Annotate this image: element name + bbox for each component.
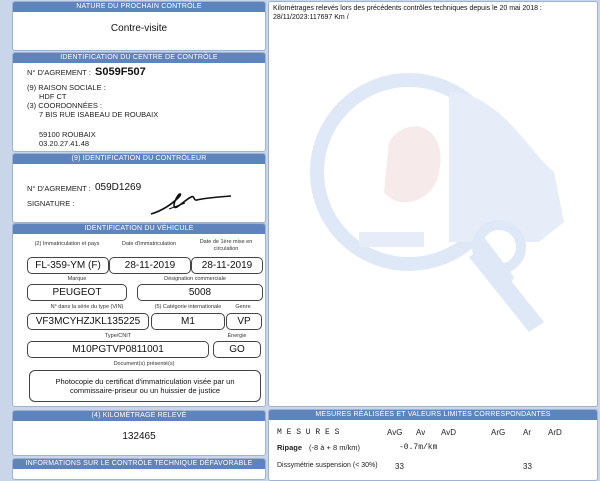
phone: 03.20.27.41.48 bbox=[39, 139, 90, 148]
documents-box bbox=[29, 370, 261, 402]
controleur-header: (9) IDENTIFICATION DU CONTRÔLEUR bbox=[13, 154, 265, 164]
date-circ-value: 28-11-2019 bbox=[191, 257, 263, 274]
signature-label: SIGNATURE : bbox=[27, 199, 75, 208]
vin-label: N° dans la série du type (VIN) bbox=[50, 304, 124, 310]
ripage-label: Ripage bbox=[277, 443, 303, 452]
type-value: M10PGTVP0811001 bbox=[27, 341, 209, 358]
km-history-line2: 28/11/2023:117697 Km / bbox=[273, 14, 349, 21]
marque-label: Marque bbox=[67, 276, 87, 282]
kilometrage-value: 132465 bbox=[122, 431, 156, 442]
genre-label: Genre bbox=[235, 304, 251, 310]
ripage-value: -0.7m/km bbox=[399, 443, 438, 452]
col-avg: AvG bbox=[387, 428, 403, 437]
coordonnees-label: (3) COORDONNÉES : bbox=[27, 101, 103, 110]
ripage-limits: (-8 à + 8 m/km) bbox=[309, 443, 361, 452]
row2-label: Dissymétrie suspension (< 30%) bbox=[277, 462, 378, 469]
categorie-value: M1 bbox=[151, 313, 225, 330]
genre-value: VP bbox=[226, 313, 262, 330]
col-ar: Ar bbox=[523, 428, 531, 437]
prochain-controle-value: Contre-visite bbox=[110, 23, 168, 34]
col-avd: AvD bbox=[441, 428, 456, 437]
categorie-label: (5) Catégorie internationale bbox=[154, 304, 222, 310]
row2-v1: 33 bbox=[395, 462, 404, 471]
documents-label: Document(s) présenté(s) bbox=[113, 361, 175, 367]
controleur-panel bbox=[12, 153, 266, 223]
immat-label: (2) Immatriculation et pays bbox=[34, 241, 100, 247]
row2-v2: 33 bbox=[523, 462, 532, 471]
prochain-controle-header: NATURE DU PROCHAIN CONTRÔLE bbox=[13, 2, 265, 12]
designation-value: 5008 bbox=[137, 284, 263, 301]
address-line1: 7 BIS RUE ISABEAU DE ROUBAIX bbox=[39, 110, 159, 119]
magnifier-car-watermark-icon bbox=[299, 32, 579, 372]
date-circ-label: Date de 1ère mise en circulation bbox=[199, 239, 253, 252]
energie-label: Énergie bbox=[227, 333, 247, 339]
immat-value: FL-359-YM (F) bbox=[27, 257, 109, 274]
documents-line1: Photocopie du certificat d'immatriculation visée par un bbox=[55, 377, 235, 386]
vin-value: VF3MCYHZJKL135225 bbox=[27, 313, 149, 330]
centre-agrement-value: S059F507 bbox=[95, 66, 146, 78]
date-immat-label: Date d'immatriculation bbox=[121, 241, 177, 247]
kilometrage-panel bbox=[12, 410, 266, 456]
prochain-controle-panel bbox=[12, 1, 266, 51]
designation-label: Désignation commerciale bbox=[164, 276, 226, 282]
vehicule-header: IDENTIFICATION DU VÉHICULE bbox=[13, 224, 265, 234]
mesures-title: M E S U R E S bbox=[277, 428, 340, 437]
mesures-panel bbox=[268, 409, 598, 481]
col-arg: ArG bbox=[491, 428, 506, 437]
vehicule-panel bbox=[12, 223, 266, 407]
centre-header: IDENTIFICATION DU CENTRE DE CONTRÔLE bbox=[13, 53, 265, 63]
signature-icon bbox=[149, 187, 234, 217]
col-av: Av bbox=[416, 428, 426, 437]
kilometrage-header: (4) KILOMÉTRAGE RELEVÉ bbox=[13, 411, 265, 421]
defavorable-header: INFORMATIONS SUR LE CONTRÔLE TECHNIQUE DÉFAVORABLE bbox=[13, 459, 265, 469]
energie-value: GO bbox=[213, 341, 261, 358]
km-history-panel bbox=[268, 1, 598, 407]
centre-panel bbox=[12, 52, 266, 152]
mesures-header: MESURES RÉALISÉES ET VALEURS LIMITES CORRESPONDANTES bbox=[269, 410, 597, 420]
defavorable-panel bbox=[12, 458, 266, 480]
col-ard: ArD bbox=[548, 428, 562, 437]
type-label: Type/CNIT bbox=[104, 333, 132, 339]
controleur-agrement-label: N° D'AGREMENT : bbox=[27, 184, 91, 193]
km-history-line1: Kilométrages relevés lors des précédents contrôles techniques depuis le 20 mai 2018 : bbox=[273, 5, 542, 12]
address-line2: 59100 ROUBAIX bbox=[39, 130, 96, 139]
marque-value: PEUGEOT bbox=[27, 284, 127, 301]
date-immat-value: 28-11-2019 bbox=[109, 257, 191, 274]
raison-sociale-label: (9) RAISON SOCIALE : bbox=[27, 83, 106, 92]
raison-sociale-value: HDF CT bbox=[39, 92, 67, 101]
documents-line2: commissaire-priseur ou un huissier de justice bbox=[69, 386, 221, 395]
controleur-agrement-value: 059D1269 bbox=[95, 182, 142, 193]
centre-agrement-label: N° D'AGREMENT : bbox=[27, 68, 91, 77]
